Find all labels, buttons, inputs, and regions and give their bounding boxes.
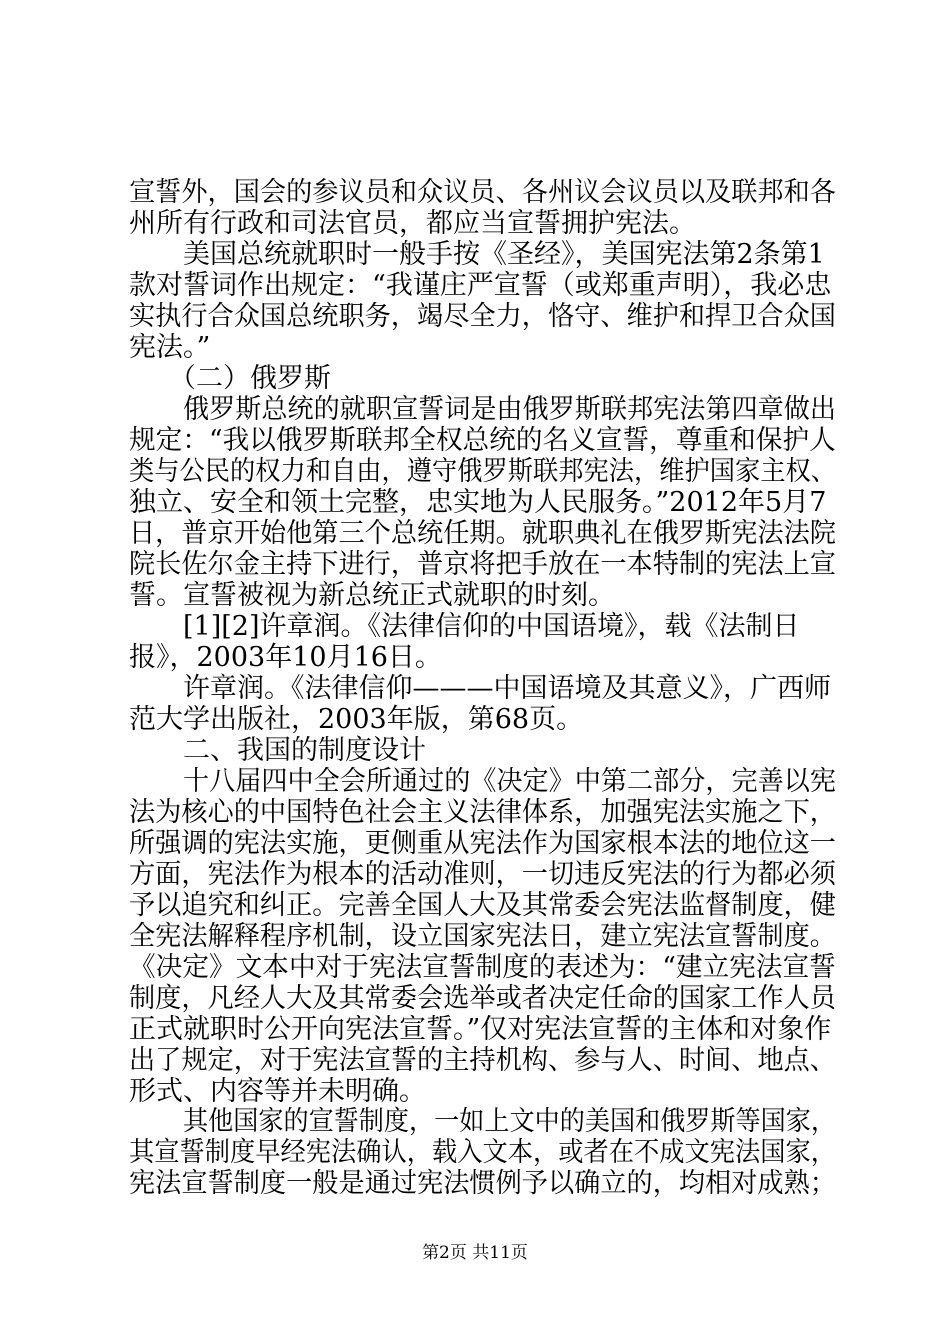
text-line: 独立、安全和领土完整，忠实地为人民服务。”2012年5月7: [129, 487, 827, 518]
text-line: 院长佐尔金主持下进行，普京将把手放在一本特制的宪法上宣: [129, 549, 836, 580]
text-line: 法为核心的中国特色社会主义法律体系，加强宪法实施之下，: [129, 797, 836, 828]
text-line: 方面，宪法作为根本的活动准则，一切违反宪法的行为都必须: [129, 859, 836, 890]
text-line: 全宪法解释程序机制，设立国家宪法日，建立宪法宣誓制度。: [129, 921, 836, 952]
text-line: 州所有行政和司法官员，都应当宣誓拥护宪法。: [129, 208, 696, 239]
section-heading: （二）俄罗斯: [169, 363, 331, 394]
text-line: 形式、内容等并未明确。: [129, 1076, 426, 1107]
text-line: 日，普京开始他第三个总统任期。就职典礼在俄罗斯宪法法院: [129, 518, 836, 549]
text-line: 宪法。”: [129, 332, 211, 363]
footnote-line: [1][2]许章润。《法律信仰的中国语境》，载《法制日: [183, 611, 800, 642]
text-line: 予以追究和纠正。完善全国人大及其常委会宪法监督制度，健: [129, 890, 836, 921]
footnote-line: 报》，2003年10月16日。: [129, 642, 442, 673]
text-line: 美国总统就职时一般手按《圣经》，美国宪法第2条第1: [183, 239, 825, 270]
text-line: 实执行合众国总统职务，竭尽全力，恪守、维护和捍卫合众国: [129, 301, 836, 332]
text-line: 出了规定，对于宪法宣誓的主持机构、参与人、时间、地点、: [129, 1045, 836, 1076]
text-line: 其他国家的宣誓制度，一如上文中的美国和俄罗斯等国家，: [183, 1106, 837, 1137]
page-number-footer: 第2页 共11页: [422, 1243, 528, 1263]
text-line: 制度，凡经人大及其常委会选举或者决定任命的国家工作人员: [129, 983, 836, 1014]
text-line: 誓。宣誓被视为新总统正式就职的时刻。: [129, 580, 615, 611]
text-line: 正式就职时公开向宪法宣誓。”仅对宪法宣誓的主体和对象作: [129, 1014, 832, 1045]
text-line: 《决定》文本中对于宪法宣誓制度的表述为：“建立宪法宣誓: [129, 952, 836, 983]
text-line: 类与公民的权力和自由，遵守俄罗斯联邦宪法，维护国家主权、: [129, 456, 837, 487]
section-heading: 二、我国的制度设计: [183, 735, 426, 766]
text-line: 宪法宣誓制度一般是通过宪法惯例予以确立的，均相对成熟；: [129, 1168, 836, 1199]
footnote-line: 范大学出版社，2003年版，第68页。: [129, 704, 584, 735]
text-line: 十八届四中全会所通过的《决定》中第二部分，完善以宪: [183, 766, 836, 797]
text-line: 所强调的宪法实施，更侧重从宪法作为国家根本法的地位这一: [129, 828, 836, 859]
footnote-line: 许章润。《法律信仰———中国语境及其意义》，广西师: [183, 673, 831, 704]
text-line: 俄罗斯总统的就职宣誓词是由俄罗斯联邦宪法第四章做出: [183, 394, 836, 425]
text-line: 宣誓外，国会的参议员和众议员、各州议会议员以及联邦和各: [129, 177, 836, 208]
text-line: 规定：“我以俄罗斯联邦全权总统的名义宣誓，尊重和保护人: [129, 425, 836, 456]
text-line: 其宣誓制度早经宪法确认，载入文本，或者在不成文宪法国家，: [129, 1137, 837, 1168]
text-line: 款对誓词作出规定：“我谨庄严宣誓（或郑重声明），我必忠: [129, 270, 832, 301]
